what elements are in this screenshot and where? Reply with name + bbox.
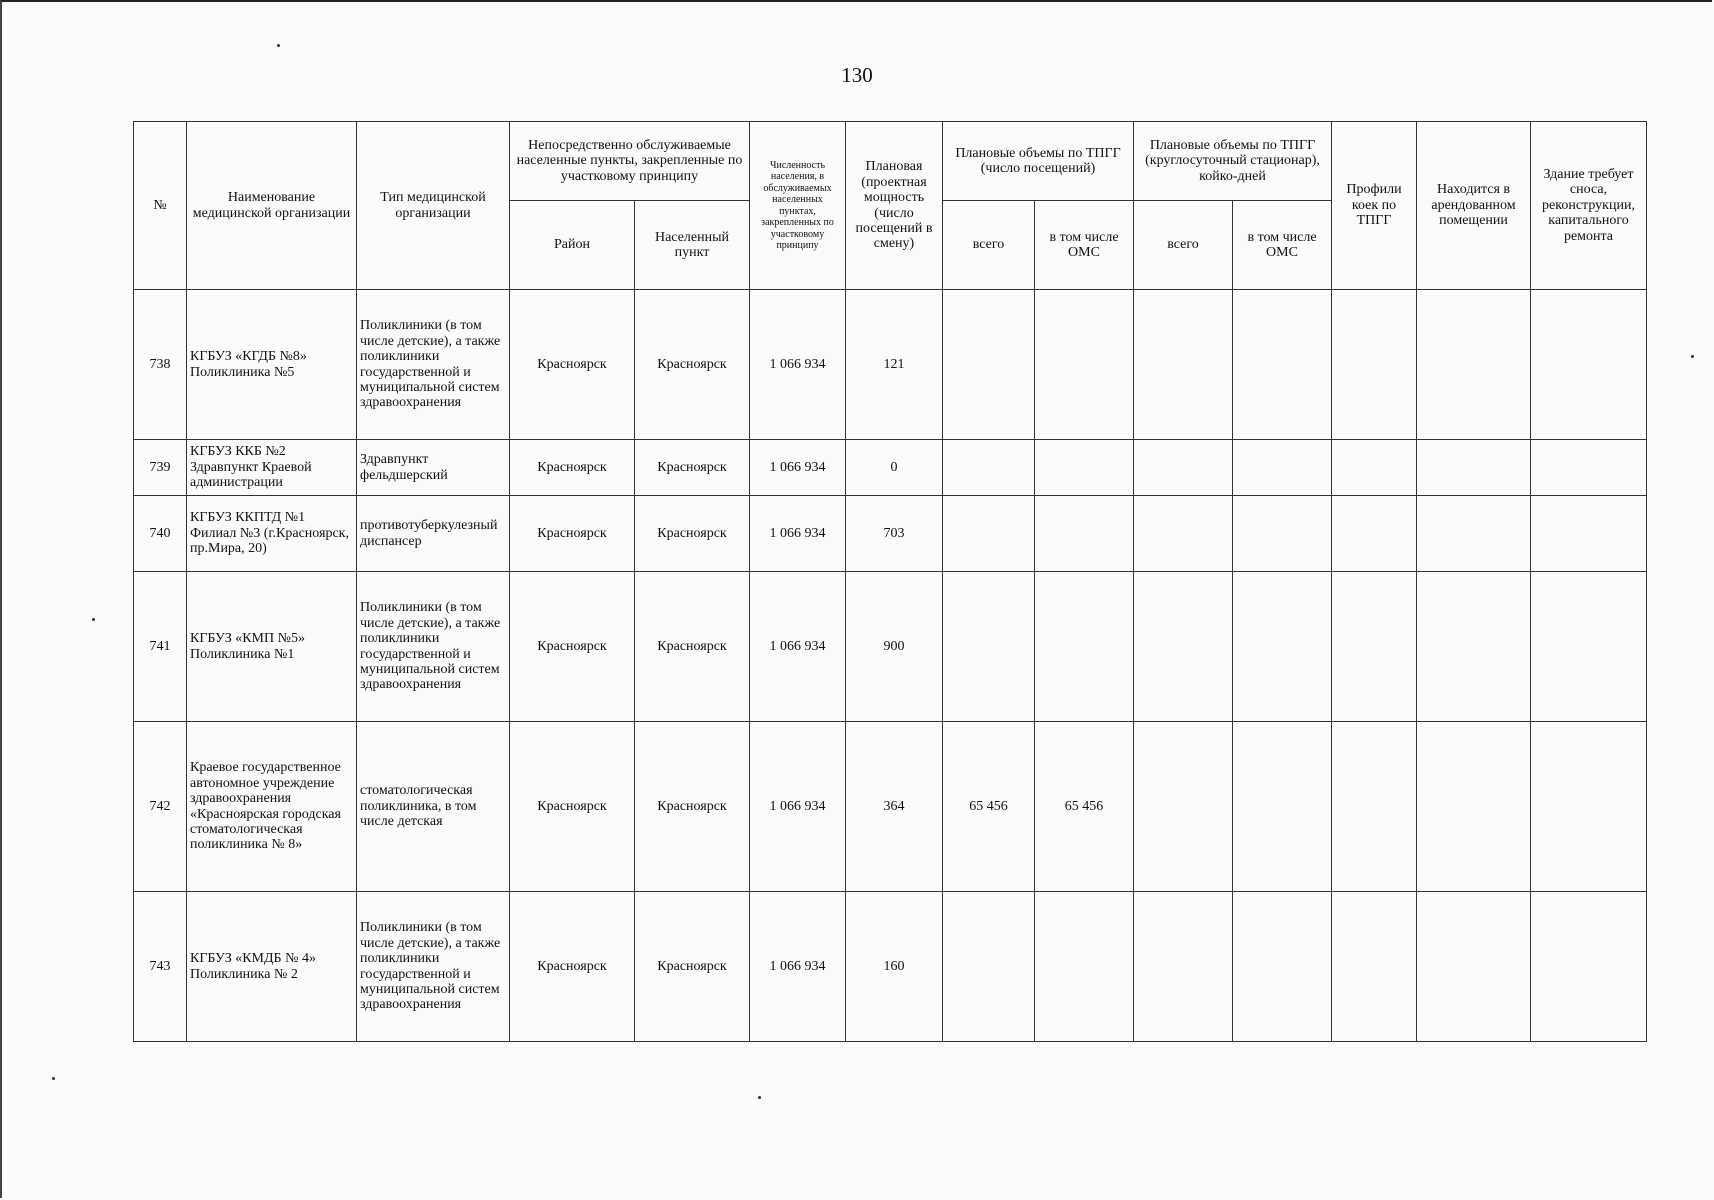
scan-speck — [758, 1096, 761, 1099]
row-population: 1 066 934 — [750, 892, 846, 1042]
row-profiles — [1332, 572, 1417, 722]
table-row — [134, 290, 1647, 440]
header-beds: Плановые объемы по ТПГГ (круглосуточный стационар), койко-дней — [1134, 122, 1332, 201]
row-demolition — [1531, 290, 1647, 440]
row-beds-total — [1134, 572, 1233, 722]
row-profiles — [1332, 496, 1417, 572]
row-org-type: Поликлиники (в том числе детские), а также поликлиники государственной и муниципальной систем здравоохранения — [357, 892, 510, 1042]
row-visits-oms — [1035, 440, 1134, 496]
header-org-type: Тип медицинской организации — [357, 122, 510, 290]
row-visits-oms — [1035, 572, 1134, 722]
row-beds-oms — [1233, 572, 1332, 722]
row-beds-oms — [1233, 440, 1332, 496]
row-org-name: КГБУЗ «КМП №5» Поликлиника №1 — [187, 572, 357, 722]
row-rented — [1417, 440, 1531, 496]
row-num: 742 — [134, 722, 187, 892]
row-capacity: 703 — [846, 496, 943, 572]
scan-speck — [92, 618, 95, 621]
row-rented — [1417, 722, 1531, 892]
header-profiles: Профили коек по ТПГГ — [1332, 122, 1417, 290]
row-visits-total — [943, 572, 1035, 722]
header-visits-total: всего — [943, 201, 1035, 290]
page-number: 130 — [841, 63, 873, 87]
header-settlement: Населенный пункт — [635, 201, 750, 290]
table-row — [134, 892, 1647, 1042]
table-row — [134, 722, 1647, 892]
row-demolition — [1531, 440, 1647, 496]
row-capacity: 364 — [846, 722, 943, 892]
row-beds-total — [1134, 722, 1233, 892]
row-visits-total — [943, 290, 1035, 440]
row-capacity: 121 — [846, 290, 943, 440]
row-district: Красноярск — [510, 722, 635, 892]
row-settlement: Красноярск — [635, 572, 750, 722]
medical-organizations-table — [133, 121, 1647, 1042]
row-org-name: КГБУЗ ККПТД №1 Филиал №3 (г.Красноярск, пр.Мира, 20) — [187, 496, 357, 572]
row-beds-total — [1134, 290, 1233, 440]
row-org-type: Поликлиники (в том числе детские), а также поликлиники государственной и муниципальной систем здравоохранения — [357, 290, 510, 440]
row-demolition — [1531, 722, 1647, 892]
scan-speck — [52, 1077, 55, 1080]
row-population: 1 066 934 — [750, 496, 846, 572]
row-beds-oms — [1233, 722, 1332, 892]
row-visits-total — [943, 892, 1035, 1042]
table-row — [134, 572, 1647, 722]
header-visits: Плановые объемы по ТПГГ (число посещений) — [943, 122, 1134, 201]
row-num: 738 — [134, 290, 187, 440]
row-visits-oms — [1035, 496, 1134, 572]
row-rented — [1417, 290, 1531, 440]
row-settlement: Красноярск — [635, 496, 750, 572]
row-district: Красноярск — [510, 440, 635, 496]
row-visits-oms — [1035, 290, 1134, 440]
row-population: 1 066 934 — [750, 722, 846, 892]
row-rented — [1417, 572, 1531, 722]
row-capacity: 900 — [846, 572, 943, 722]
header-demolition: Здание требует сноса, реконструкции, капитального ремонта — [1531, 122, 1647, 290]
row-settlement: Красноярск — [635, 892, 750, 1042]
row-visits-total — [943, 440, 1035, 496]
row-beds-total — [1134, 496, 1233, 572]
header-beds-oms: в том числе ОМС — [1233, 201, 1332, 290]
row-profiles — [1332, 440, 1417, 496]
row-profiles — [1332, 290, 1417, 440]
row-org-name: КГБУЗ ККБ №2 Здравпункт Краевой администрации — [187, 440, 357, 496]
row-rented — [1417, 892, 1531, 1042]
header-beds-total: всего — [1134, 201, 1233, 290]
row-visits-total: 65 456 — [943, 722, 1035, 892]
row-settlement: Красноярск — [635, 290, 750, 440]
row-profiles — [1332, 892, 1417, 1042]
row-population: 1 066 934 — [750, 290, 846, 440]
row-beds-oms — [1233, 496, 1332, 572]
row-org-type: Здравпункт фельдшерский — [357, 440, 510, 496]
header-district: Район — [510, 201, 635, 290]
row-demolition — [1531, 892, 1647, 1042]
scan-speck — [1691, 355, 1694, 358]
row-settlement: Красноярск — [635, 722, 750, 892]
row-population: 1 066 934 — [750, 572, 846, 722]
header-visits-oms: в том числе ОМС — [1035, 201, 1134, 290]
row-visits-oms — [1035, 892, 1134, 1042]
scan-speck — [277, 44, 280, 47]
header-capacity: Плановая (проектная мощность (число посещений в смену) — [846, 122, 943, 290]
row-org-type: Поликлиники (в том числе детские), а также поликлиники государственной и муниципальной систем здравоохранения — [357, 572, 510, 722]
row-org-name: Краевое государственное автономное учреждение здравоохранения «Красноярская городская стоматологическая поликлиника № 8» — [187, 722, 357, 892]
row-beds-oms — [1233, 892, 1332, 1042]
row-org-name: КГБУЗ «КГДБ №8» Поликлиника №5 — [187, 290, 357, 440]
table-row — [134, 440, 1647, 496]
row-org-type: противотуберкулезный диспансер — [357, 496, 510, 572]
row-num: 739 — [134, 440, 187, 496]
row-district: Красноярск — [510, 572, 635, 722]
row-settlement: Красноярск — [635, 440, 750, 496]
header-population: Численность населения, в обслуживаемых населенных пунктах, закрепленных по участковому принципу — [750, 122, 846, 290]
row-org-name: КГБУЗ «КМДБ № 4» Поликлиника № 2 — [187, 892, 357, 1042]
header-org-name: Наименование медицинской организации — [187, 122, 357, 290]
row-district: Красноярск — [510, 892, 635, 1042]
row-rented — [1417, 496, 1531, 572]
row-visits-total — [943, 496, 1035, 572]
row-profiles — [1332, 722, 1417, 892]
header-rented: Находится в арендованном помещении — [1417, 122, 1531, 290]
row-beds-oms — [1233, 290, 1332, 440]
row-district: Красноярск — [510, 496, 635, 572]
row-demolition — [1531, 572, 1647, 722]
row-beds-total — [1134, 440, 1233, 496]
row-num: 741 — [134, 572, 187, 722]
row-population: 1 066 934 — [750, 440, 846, 496]
row-beds-total — [1134, 892, 1233, 1042]
row-capacity: 160 — [846, 892, 943, 1042]
row-num: 743 — [134, 892, 187, 1042]
row-capacity: 0 — [846, 440, 943, 496]
header-served-settlements: Непосредственно обслуживаемые населенные пункты, закрепленные по участковому принципу — [510, 122, 750, 201]
row-visits-oms: 65 456 — [1035, 722, 1134, 892]
row-demolition — [1531, 496, 1647, 572]
row-org-type: стоматологическая поликлиника, в том числе детская — [357, 722, 510, 892]
header-num: № — [134, 122, 187, 290]
table-row — [134, 496, 1647, 572]
row-num: 740 — [134, 496, 187, 572]
row-district: Красноярск — [510, 290, 635, 440]
